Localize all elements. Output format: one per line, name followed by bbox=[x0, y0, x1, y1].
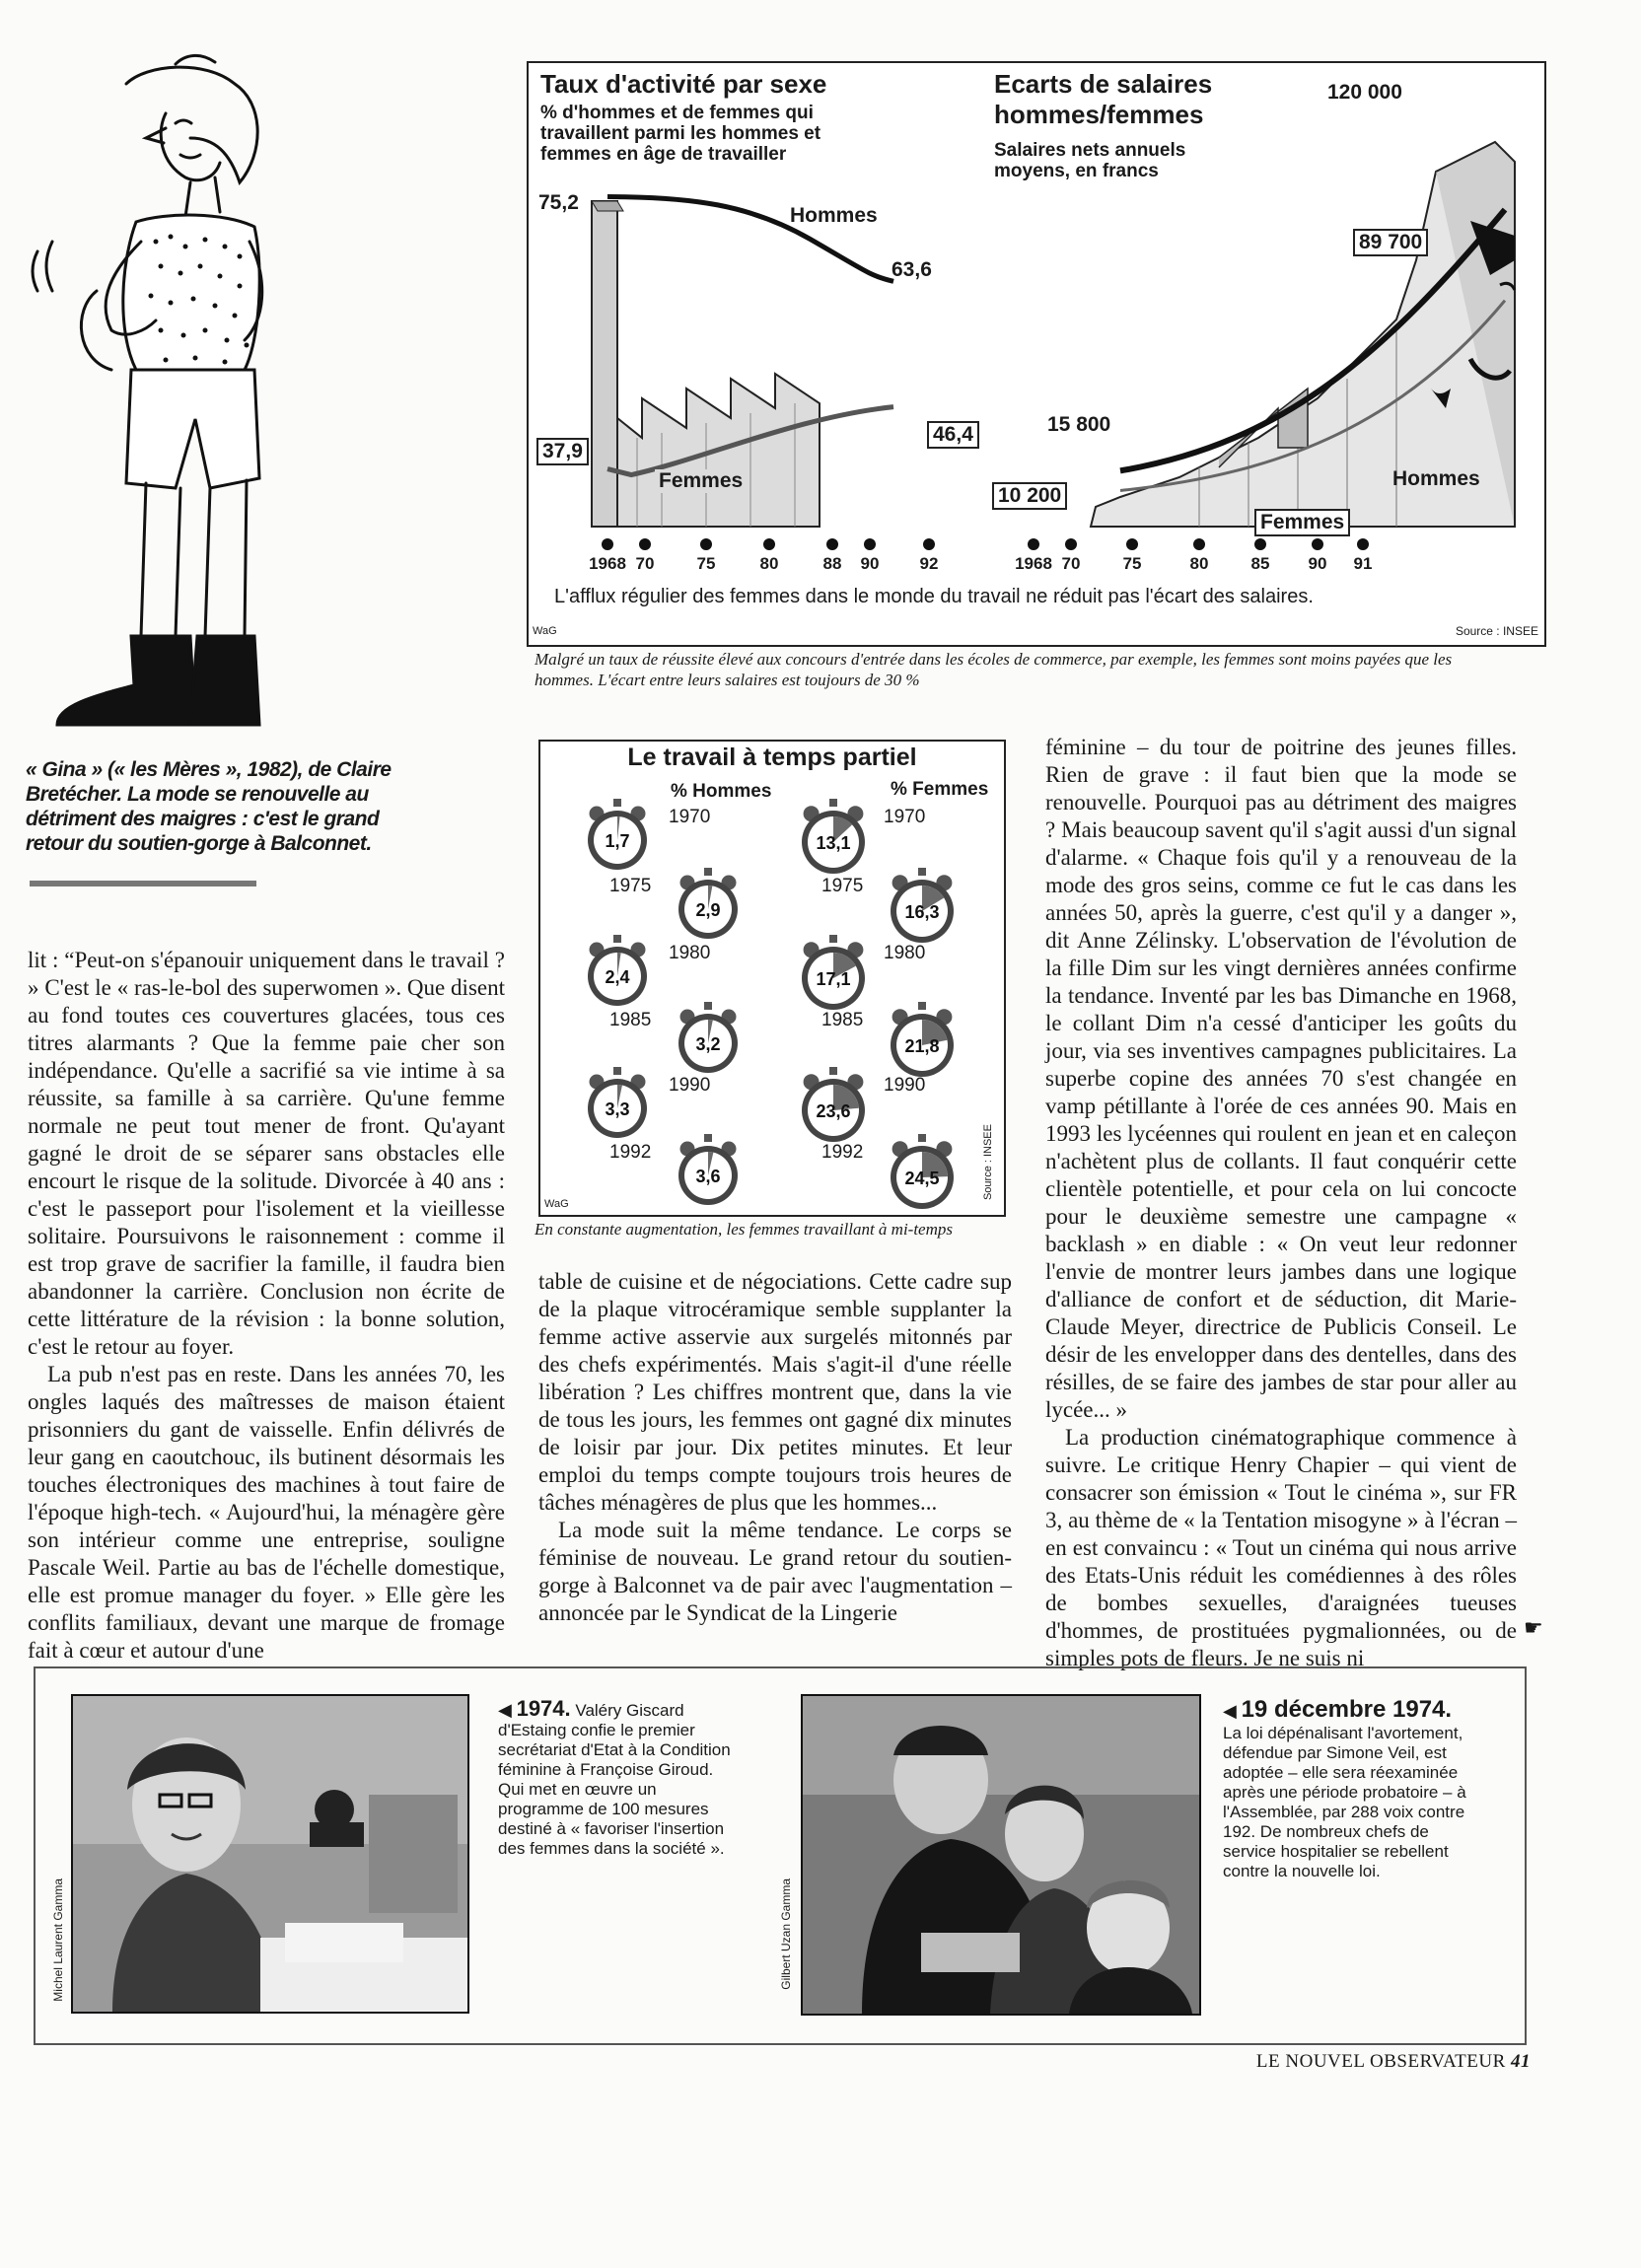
chart-footnote: L'afflux régulier des femmes dans le monde du travail ne réduit pas l'écart des salaires. bbox=[554, 586, 1314, 607]
men-clock-year: 1980 bbox=[669, 943, 711, 963]
cartoon-caption: « Gina » (« les Mères », 1982), de Claire Bretécher. La mode se renouvelle au détriment des maigres : c'est le grand retour du soutien-gorge à Balconnet. bbox=[26, 758, 392, 855]
salary-tick-dot bbox=[1312, 538, 1323, 550]
activity-tick-dot bbox=[639, 538, 651, 550]
salary-tick-dot bbox=[1126, 538, 1138, 550]
photo-right-credit: Gilbert Uzan Gamma bbox=[779, 1878, 793, 1990]
men-clock-year: 1985 bbox=[609, 1010, 652, 1030]
women-end-value: 46,4 bbox=[927, 421, 979, 449]
women-clock-year: 1980 bbox=[884, 943, 926, 963]
parttime-chart bbox=[538, 740, 1006, 1217]
activity-tick-label: 88 bbox=[822, 554, 842, 573]
photo-left-caption-body: Valéry Giscard d'Estaing confie le premier secrétariat d'Etat à la Condition féminine à Françoise Giroud. Qui met en œuvre un programme de 100 mesures destiné à « favoriser l'insertion des femmes dans la société ». bbox=[498, 1701, 731, 1858]
photo-right-caption-body: La loi dépénalisant l'avortement, défendue par Simone Veil, est adoptée – elle sera réexaminée après une période probatoire – à l'Assemblée, par 288 voix contre 192. De nombreux chefs de service hospitalier se rebellent contre la nouvelle loi. bbox=[1223, 1724, 1466, 1880]
parttime-credit: WaG bbox=[544, 1198, 569, 1210]
men-clock bbox=[669, 998, 748, 1081]
women-clock-year: 1975 bbox=[821, 876, 864, 896]
parttime-men-header: % Hommes bbox=[671, 781, 772, 802]
parttime-caption: En constante augmentation, les femmes travaillant à mi-temps bbox=[535, 1220, 953, 1239]
page-footer bbox=[1256, 2051, 1531, 2073]
salary-tick-dot bbox=[1254, 538, 1266, 550]
men-series-label: Hommes bbox=[790, 204, 878, 227]
activity-tick-dot bbox=[602, 538, 613, 550]
women-clock bbox=[792, 931, 875, 1018]
clock-value-label: 16,3 bbox=[904, 902, 940, 922]
clock-value-label: 2,4 bbox=[605, 967, 630, 987]
activity-chart-subtitle: % d'hommes et de femmes qui travaillent parmi les hommes et femmes en âge de travailler bbox=[540, 103, 821, 165]
salary-men-start: 15 800 bbox=[1047, 413, 1111, 436]
salary-tick-dot bbox=[1028, 538, 1039, 550]
women-clock-year: 1970 bbox=[884, 807, 926, 827]
activity-tick-dot bbox=[923, 538, 935, 550]
chart-credit: WaG bbox=[533, 625, 557, 637]
photo-right-caption bbox=[1223, 1696, 1469, 1881]
salary-tick-label: 91 bbox=[1353, 554, 1373, 573]
activity-tick-label: 1968 bbox=[589, 554, 626, 573]
salary-chart-title: Ecarts de salaires hommes/femmes bbox=[994, 69, 1213, 129]
activity-tick-label: 92 bbox=[919, 554, 939, 573]
col1-paragraph-1: lit : “Peut-on s'épanouir uniquement dans le travail ? » C'est le « ras-le-bol des superwomen ». Que disent au fond toutes ces couvertures glacées, tous ces titres alarmants ? Que la femme paie cher son indépendance. Qu'elle a sacrifié sa vie intime à sa réussite, sa famille à sa carrière. Qu'une femme normale ne peut tout mener de front. Qu'ayant gagné le droit de se séparer sans obstacles elle encourt le risque de la solitude. Divorcée à 40 ans : c'est le passeport pour l'isolement et la vieillesse solitaire. Poursuivons le raisonnement : comme il est trop grave de sacrifier la famille, il faudra bien abandonner la carrière. Conclusion non écrite de cette littérature de la révision : la bonne solution, c'est le retour au foyer. bbox=[28, 948, 505, 1359]
activity-tick-label: 90 bbox=[860, 554, 880, 573]
clock-value-label: 2,9 bbox=[695, 900, 721, 920]
photo-simone-veil bbox=[801, 1694, 1201, 2016]
col2-paragraph-2: La mode suit la même tendance. Le corps se féminise de nouveau. Le grand retour du soutien-gorge à Balconnet va de pair avec l'augmentation – annoncée par le Syndicat de la Lingerie bbox=[538, 1518, 1012, 1625]
activity-tick-dot bbox=[700, 538, 712, 550]
men-clock-year: 1990 bbox=[669, 1075, 711, 1096]
clock-value-label: 1,7 bbox=[605, 831, 630, 851]
column-1 bbox=[28, 947, 505, 1665]
salary-tick-dot bbox=[1065, 538, 1077, 550]
men-clock bbox=[578, 1063, 657, 1146]
salary-tick-label: 80 bbox=[1189, 554, 1209, 573]
photo-francoise-giroud bbox=[71, 1694, 469, 2014]
parttime-women-header: % Femmes bbox=[891, 779, 989, 800]
men-clock bbox=[669, 1130, 748, 1213]
women-clock bbox=[881, 1130, 963, 1217]
women-clock bbox=[881, 998, 963, 1085]
activity-tick-dot bbox=[763, 538, 775, 550]
clock-value-label: 13,1 bbox=[816, 833, 851, 853]
activity-chart-title: Taux d'activité par sexe bbox=[540, 69, 827, 99]
men-end-value: 63,6 bbox=[892, 258, 932, 281]
col2-paragraph-1: table de cuisine et de négociations. Cette cadre sup de la plaque vitrocéramique semble supplanter la femme active asservie aux surgelés mitonnés par des chefs expérimentés. Mais s'agit-il d'une réelle libération ? Les chiffres montrent que, dans la vie de tous les jours, les femmes ont gagné dix minutes de loisir par jour. Dix petites minutes. Et leur emploi du temps compte toujours trois heures de tâches ménagères de plus que les hommes... bbox=[538, 1269, 1012, 1515]
salary-women-label: Femmes bbox=[1254, 509, 1350, 536]
salary-chart-subtitle: Salaires nets annuels moyens, en francs bbox=[994, 140, 1186, 181]
publication-name: LE NOUVEL OBSERVATEUR bbox=[1255, 2051, 1506, 2072]
women-clock-year: 1992 bbox=[821, 1142, 864, 1163]
activity-tick-dot bbox=[864, 538, 876, 550]
salary-axis-max: 120 000 bbox=[1327, 81, 1402, 104]
salary-tick-dot bbox=[1357, 538, 1369, 550]
arrow-left-icon: ◀ bbox=[498, 1700, 512, 1720]
women-clock-year: 1985 bbox=[821, 1010, 864, 1030]
clock-value-label: 17,1 bbox=[816, 969, 851, 989]
col3-paragraph-1: féminine – du tour de poitrine des jeunes filles. Rien de grave : il faut bien que la mode se renouvelle. Pourquoi pas au détriment des maigres ? Mais beaucoup savent qu'il s'agit aussi d'un signal d'alarme. « Chaque fois qu'il y a renouveau de la mode des gros seins, comme ce fut le cas dans les années 50, après la guerre, c'est qu'il y a danger », dit Anne Zélinsky. L'observation de l'évolution de la fille Dim sur les vingt dernières années confirme la tendance. Inventé par les bas Dimanche en 1968, le collant Dim n'a cessé d'anticiper les goûts du jour, via ses inventives campagnes publicitaires. La superbe copine des années 70 s'est changée en vamp pétillante à l'orée de ces années 90. Mais en 1993 les lycéennes qui roulent en jean et en caleçon n'achètent plus de collants. Il faut conquérir cette clientèle potentielle, et pour cela on lui concocte pour le deuxième semestre une campagne « backlash » en diable : « On veut leur redonner l'envie de montrer leurs jambes dans une logique d'alliance de confort et de séduction, dit Marie-Claude Meyer, directrice de Publicis Conseil. Le désir de les envelopper dans des dentelles, dans des résilles, de se faire des jambes de star pour aller au lycée... » bbox=[1045, 735, 1517, 1422]
men-clock bbox=[669, 864, 748, 947]
salary-tick-dot bbox=[1193, 538, 1205, 550]
continue-arrow-icon: ☛ bbox=[1524, 1615, 1543, 1640]
chart-caption: Malgré un taux de réussite élevé aux concours d'entrée dans les écoles de commerce, par exemple, les femmes sont moins payées que les hommes. L'écart entre leurs salaires est toujours de 30 % bbox=[535, 650, 1453, 689]
salary-women-start: 10 200 bbox=[992, 482, 1067, 510]
activity-tick-label: 70 bbox=[635, 554, 655, 573]
photo-left-caption-head: 1974. bbox=[516, 1696, 571, 1721]
col1-paragraph-2: La pub n'est pas en reste. Dans les années 70, les ongles laqués des maîtresses de maison étaient prisonniers du gant de vaisselle. Enfin délivrés de leur gang en caoutchouc, ils butinent désormais les touches électroniques des machines à tout faire de l'époque high-tech. « Aujourd'hui, la ménagère gère son intérieur comme une entreprise, souligne Pascale Weil. Partie au bas de l'échelle domestique, elle est promue manager du foyer. » Elle gère les conflits familiaux, devant une marque de fromage fait à cœur et autour d'une bbox=[28, 1362, 505, 1663]
women-clock bbox=[792, 795, 875, 882]
salary-tick-label: 85 bbox=[1250, 554, 1270, 573]
salary-men-label: Hommes bbox=[1392, 467, 1480, 490]
women-clock bbox=[792, 1063, 875, 1150]
salary-men-end: 89 700 bbox=[1353, 229, 1428, 256]
clock-value-label: 23,6 bbox=[816, 1101, 851, 1121]
photo-left-credit: Michel Laurent Gamma bbox=[51, 1878, 65, 2002]
parttime-source: Source : INSEE bbox=[982, 1124, 994, 1201]
activity-tick-label: 80 bbox=[759, 554, 779, 573]
clock-value-label: 24,5 bbox=[904, 1169, 940, 1188]
salary-tick-label: 75 bbox=[1122, 554, 1142, 573]
column-3 bbox=[1045, 734, 1517, 1672]
salary-tick-label: 90 bbox=[1308, 554, 1327, 573]
salary-tick-label: 70 bbox=[1061, 554, 1081, 573]
men-clock-year: 1970 bbox=[669, 807, 711, 827]
page-number: 41 bbox=[1511, 2051, 1531, 2072]
men-clock-year: 1975 bbox=[609, 876, 652, 896]
parttime-title: Le travail à temps partiel bbox=[627, 744, 917, 771]
clock-value-label: 3,2 bbox=[695, 1034, 721, 1054]
women-start-value: 37,9 bbox=[536, 438, 589, 465]
clock-value-label: 3,3 bbox=[605, 1099, 630, 1119]
chart-source: Source : INSEE bbox=[1455, 624, 1538, 638]
clock-value-label: 3,6 bbox=[695, 1167, 721, 1186]
col3-paragraph-2: La production cinématographique commence à suivre. Le critique Henry Chapier – qui vient de consacrer son émission « Tout le cinéma », sur FR 3, au thème de « la Tentation misogyne » à l'écran – en est convaincu : « Tout un cinéma qui nous arrive des Etats-Unis réduit les comédiennes à des rôles de bombes sexuelles, d'araignées tueuses d'hommes, de prostituées pygmalionnées, ou de simples pots de fleurs. Je ne suis ni bbox=[1045, 1425, 1517, 1670]
men-clock bbox=[578, 795, 657, 878]
arrow-left-icon: ◀ bbox=[1223, 1701, 1237, 1721]
men-start-value: 75,2 bbox=[538, 191, 579, 214]
women-clock bbox=[881, 864, 963, 951]
women-series-label: Femmes bbox=[655, 469, 747, 493]
women-clock-year: 1990 bbox=[884, 1075, 926, 1096]
men-clock-year: 1992 bbox=[609, 1142, 652, 1163]
cartoon-illustration bbox=[18, 44, 314, 735]
activity-tick-dot bbox=[826, 538, 838, 550]
column-2 bbox=[538, 1268, 1012, 1627]
photo-left-caption bbox=[498, 1696, 740, 1859]
caption-rule bbox=[30, 881, 256, 886]
activity-tick-label: 75 bbox=[696, 554, 716, 573]
salary-tick-label: 1968 bbox=[1015, 554, 1052, 573]
men-clock bbox=[578, 931, 657, 1014]
photo-right-caption-head: 19 décembre 1974. bbox=[1241, 1696, 1453, 1723]
clock-value-label: 21,8 bbox=[904, 1036, 940, 1056]
salary-activity-chart bbox=[527, 61, 1546, 647]
